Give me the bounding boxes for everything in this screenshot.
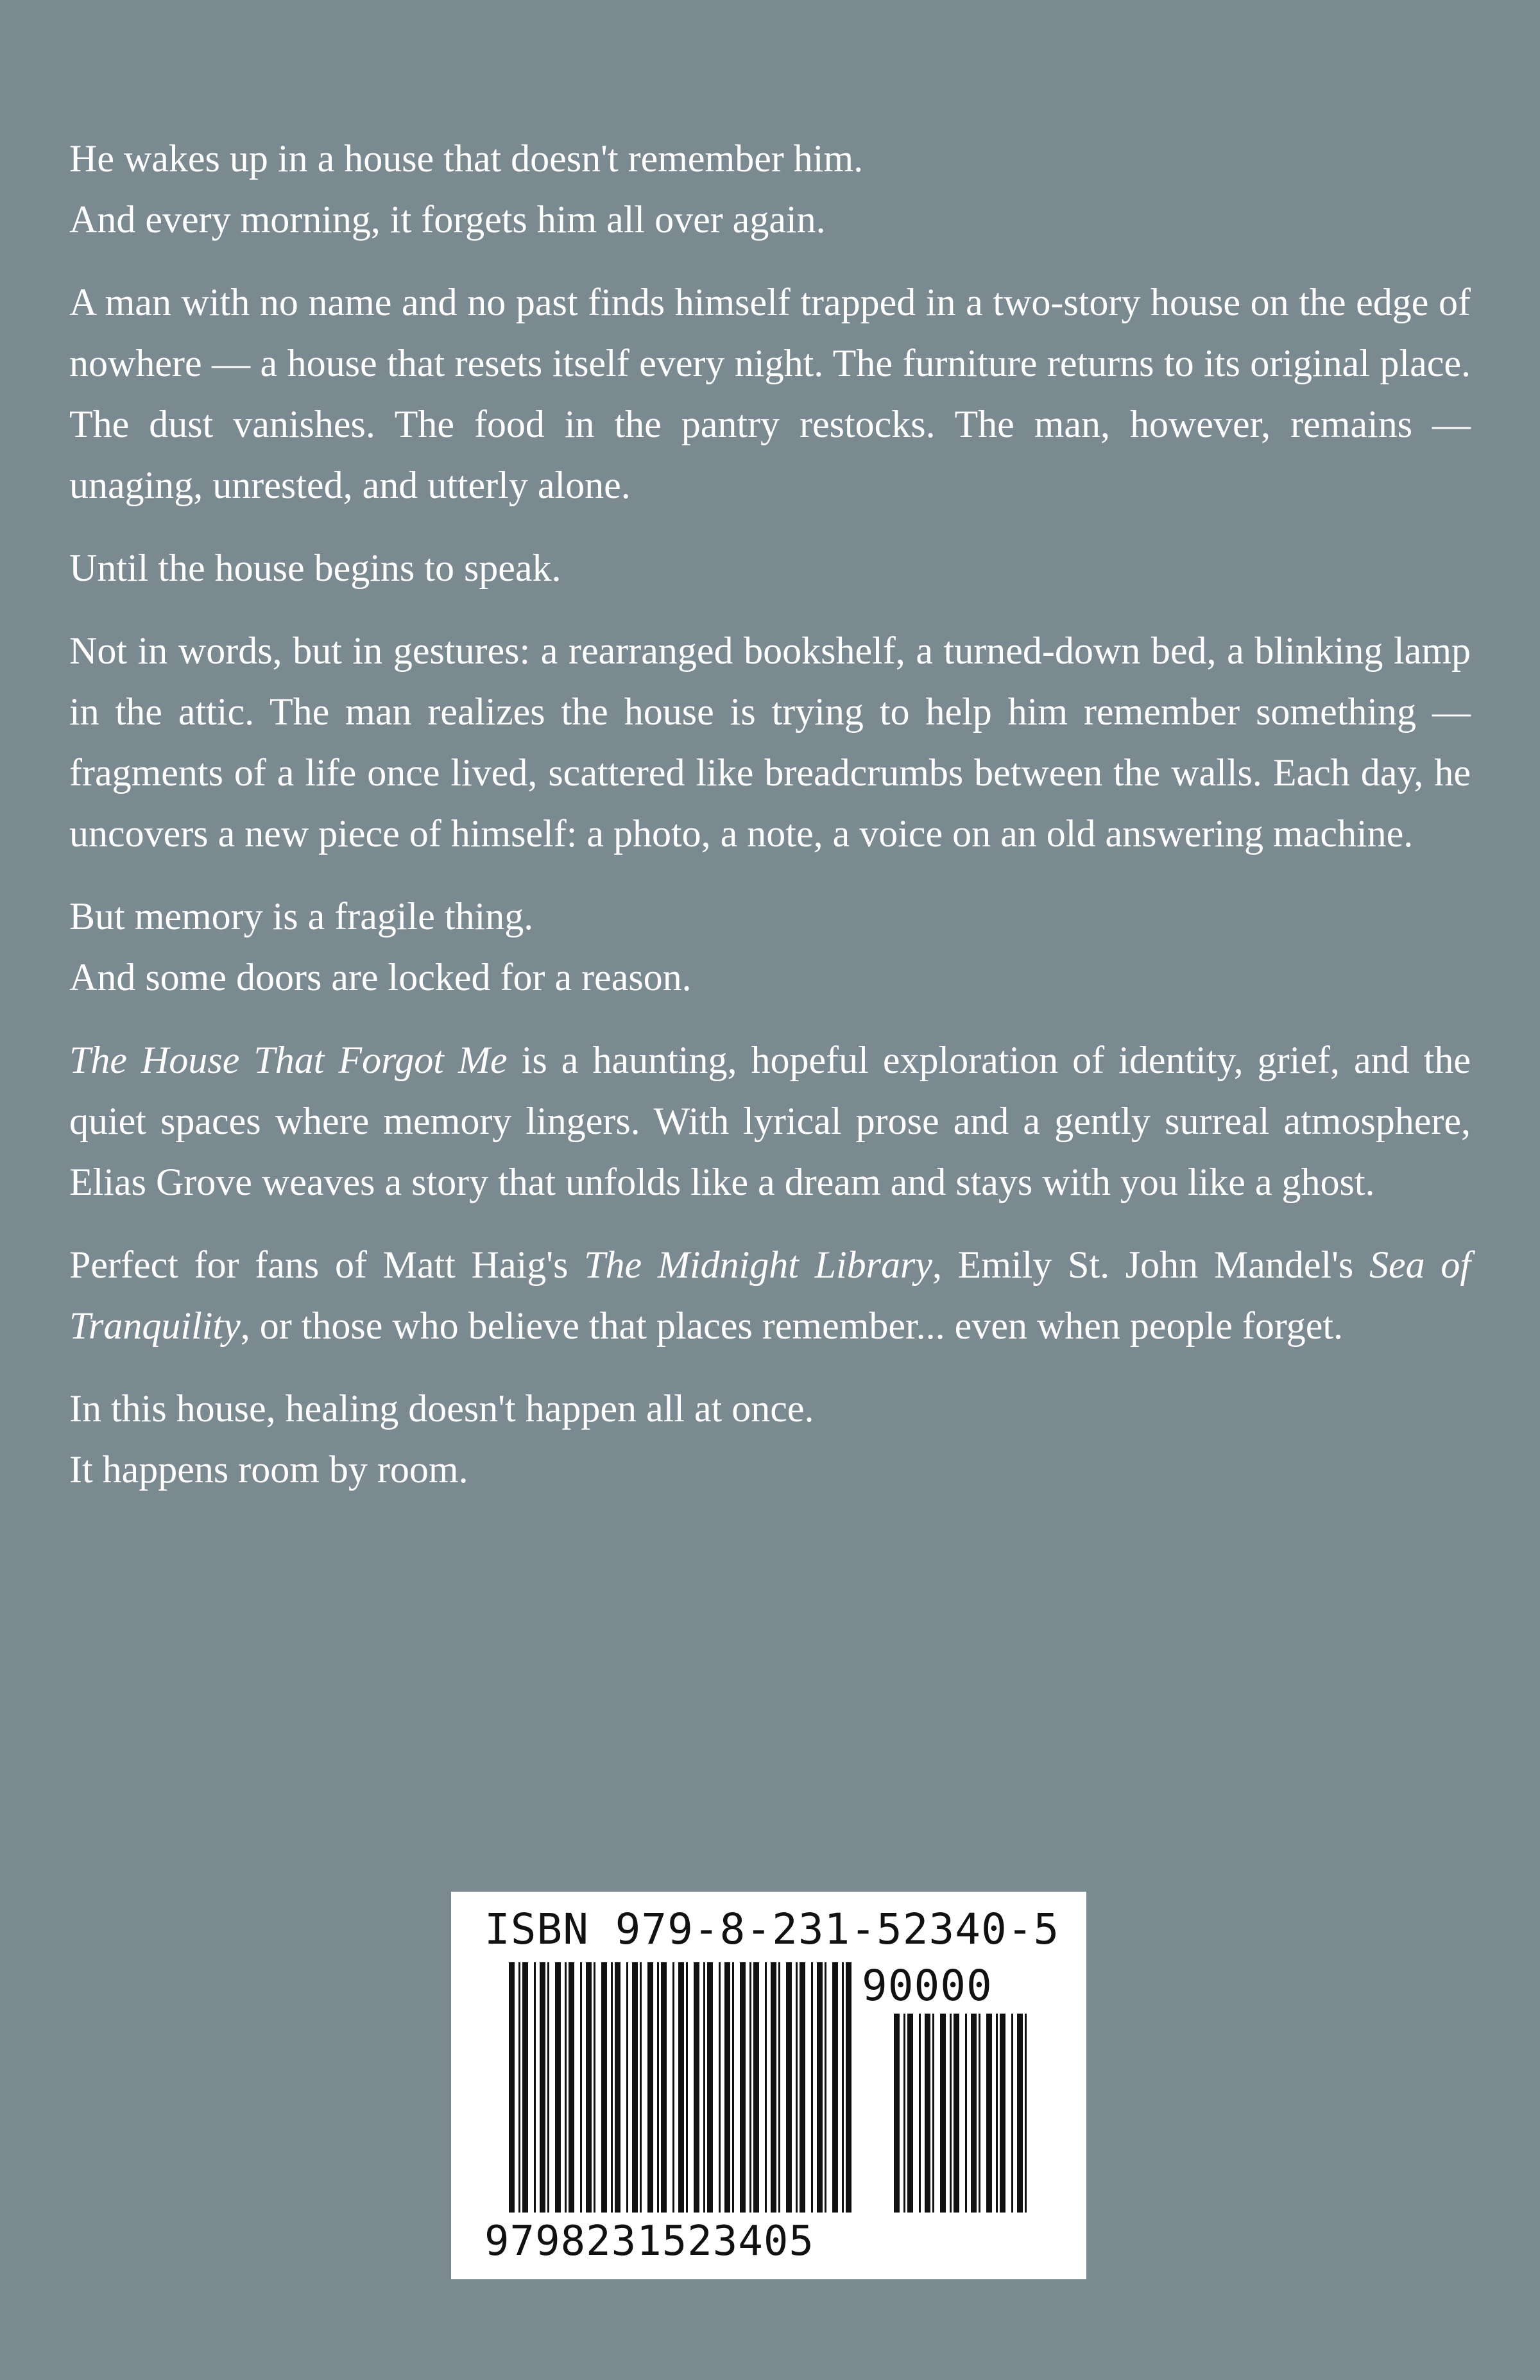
barcode-bar — [1000, 2014, 1005, 2213]
barcode-bar — [832, 1962, 838, 2213]
barcode-bar — [569, 1962, 574, 2213]
barcode-bar — [626, 1962, 628, 2213]
barcode-bar — [540, 1962, 545, 2213]
barcode-bar — [518, 1962, 520, 2213]
barcode-bar — [586, 1962, 592, 2213]
barcode-bar — [724, 1962, 730, 2213]
barcode-bar — [950, 2014, 952, 2213]
barcode-bar — [749, 1962, 751, 2213]
blurb-line: And every morning, it forgets him all over again. — [69, 198, 826, 241]
barcode-bar — [672, 1962, 674, 2213]
barcode-bar — [996, 2014, 998, 2213]
barcode-bar — [678, 1962, 684, 2213]
comparison-title: The Midnight Library — [584, 1244, 932, 1286]
barcode-bar — [778, 1962, 780, 2213]
barcode-bar — [940, 2014, 946, 2213]
back-cover-blurb — [69, 128, 1471, 1522]
barcode-bar — [732, 1962, 734, 2213]
blurb-paragraph: Until the house begins to speak. — [69, 547, 561, 589]
blurb-text: , Emily St. John Mandel's — [932, 1244, 1369, 1286]
barcode-bar — [786, 1962, 792, 2213]
barcode-bar — [1011, 2014, 1013, 2213]
barcode-bar — [601, 1962, 607, 2213]
barcode-bar — [632, 1962, 638, 2213]
blurb-text: , or those who believe that places remember... even when people forget. — [240, 1305, 1344, 1347]
barcode-bar — [817, 1962, 823, 2213]
barcode-bar — [753, 1962, 759, 2213]
blurb-paragraph — [69, 1030, 1471, 1213]
barcode-bar — [919, 2014, 921, 2213]
barcode-bar — [825, 1962, 826, 2213]
barcode-bar — [555, 1962, 561, 2213]
barcode-bar — [719, 1962, 721, 2213]
comparison-title: Sea of Tranquility — [69, 1244, 1471, 1347]
barcode-bar — [647, 1962, 653, 2213]
barcode-bar — [903, 2014, 905, 2213]
barcode-bar — [979, 2014, 980, 2213]
blurb-line: It happens room by room. — [69, 1448, 468, 1491]
barcode-bar — [686, 1962, 688, 2213]
blurb-paragraph: A man with no name and no past finds himself trapped in a two-story house on the edge of nowhere — a house that resets itself every night. The furniture returns to its original place. The dust vanishes. The food in the pantry restocks. The man, however, remains — unaging, unrested, and utterly alone. — [69, 281, 1471, 506]
blurb-paragraph — [69, 886, 1471, 1008]
barcode-bar — [811, 1962, 813, 2213]
price-code: 90000 — [862, 1961, 993, 2010]
barcode-bar — [661, 1962, 667, 2213]
blurb-text: is a haunting, hopeful exploration of identity, grief, and the quiet spaces where memory lingers. With lyrical prose and a gently surreal atmosphere, Elias Grove weaves a story that unfolds like a dream and stays with you like a ghost. — [69, 1039, 1471, 1203]
barcode-bar — [965, 2014, 967, 2213]
barcode-bar — [580, 1962, 582, 2213]
barcode-bar — [509, 1962, 515, 2213]
barcode-bar — [740, 1962, 746, 2213]
isbn-label: ISBN 979-8-231-52340-5 — [484, 1905, 1060, 1954]
barcode-bar — [615, 1962, 620, 2213]
barcode-bar — [894, 2014, 900, 2213]
blurb-line: And some doors are locked for a reason. — [69, 956, 692, 998]
barcode-bar — [565, 1962, 567, 2213]
barcode-bar — [765, 1962, 767, 2213]
barcode-bar — [925, 2014, 930, 2213]
blurb-line: He wakes up in a house that doesn't remember him. — [69, 137, 864, 180]
barcode-bar — [707, 1962, 713, 2213]
barcode-bar — [1025, 2014, 1027, 2213]
barcode-bar — [842, 1962, 844, 2213]
barcode-bar — [657, 1962, 659, 2213]
blurb-paragraph: Not in words, but in gestures: a rearranged bookshelf, a turned-down bed, a blinking lamp in the attic. The man realizes the house is trying to help him remember something — fragments of a life once lived, scattered like breadcrumbs between the walls. Each day, he uncovers a new piece of himself: a photo, a note, a voice on an old answering machine. — [69, 629, 1471, 855]
ean-digits: 9798231523405 — [484, 2218, 814, 2265]
blurb-opening — [69, 128, 1471, 250]
barcode-bar — [694, 1962, 699, 2213]
barcode-bar — [932, 2014, 934, 2213]
barcode-bar — [611, 1962, 613, 2213]
barcode-bar — [703, 1962, 705, 2213]
blurb-closing — [69, 1378, 1471, 1500]
barcode-bar — [771, 1962, 776, 2213]
barcode-bar — [954, 2014, 959, 2213]
barcode-bar — [907, 2014, 913, 2213]
barcode-bar — [971, 2014, 977, 2213]
blurb-line: But memory is a fragile thing. — [69, 895, 534, 937]
barcode-bar — [986, 2014, 992, 2213]
barcode-bar — [1017, 2014, 1023, 2213]
barcode-bar — [800, 1962, 805, 2213]
barcode-bar — [547, 1962, 549, 2213]
barcode-bar — [522, 1962, 528, 2213]
blurb-line: In this house, healing doesn't happen all at once. — [69, 1387, 814, 1430]
blurb-paragraph — [69, 1235, 1471, 1357]
book-title: The House That Forgot Me — [69, 1039, 508, 1081]
barcode-bar — [796, 1962, 798, 2213]
isbn-barcode — [451, 1892, 1086, 2279]
blurb-text: Perfect for fans of Matt Haig's — [69, 1244, 585, 1286]
barcode-bar — [534, 1962, 536, 2213]
barcode-bar — [640, 1962, 642, 2213]
barcode-bar — [594, 1962, 595, 2213]
barcode-bar — [846, 1962, 851, 2213]
